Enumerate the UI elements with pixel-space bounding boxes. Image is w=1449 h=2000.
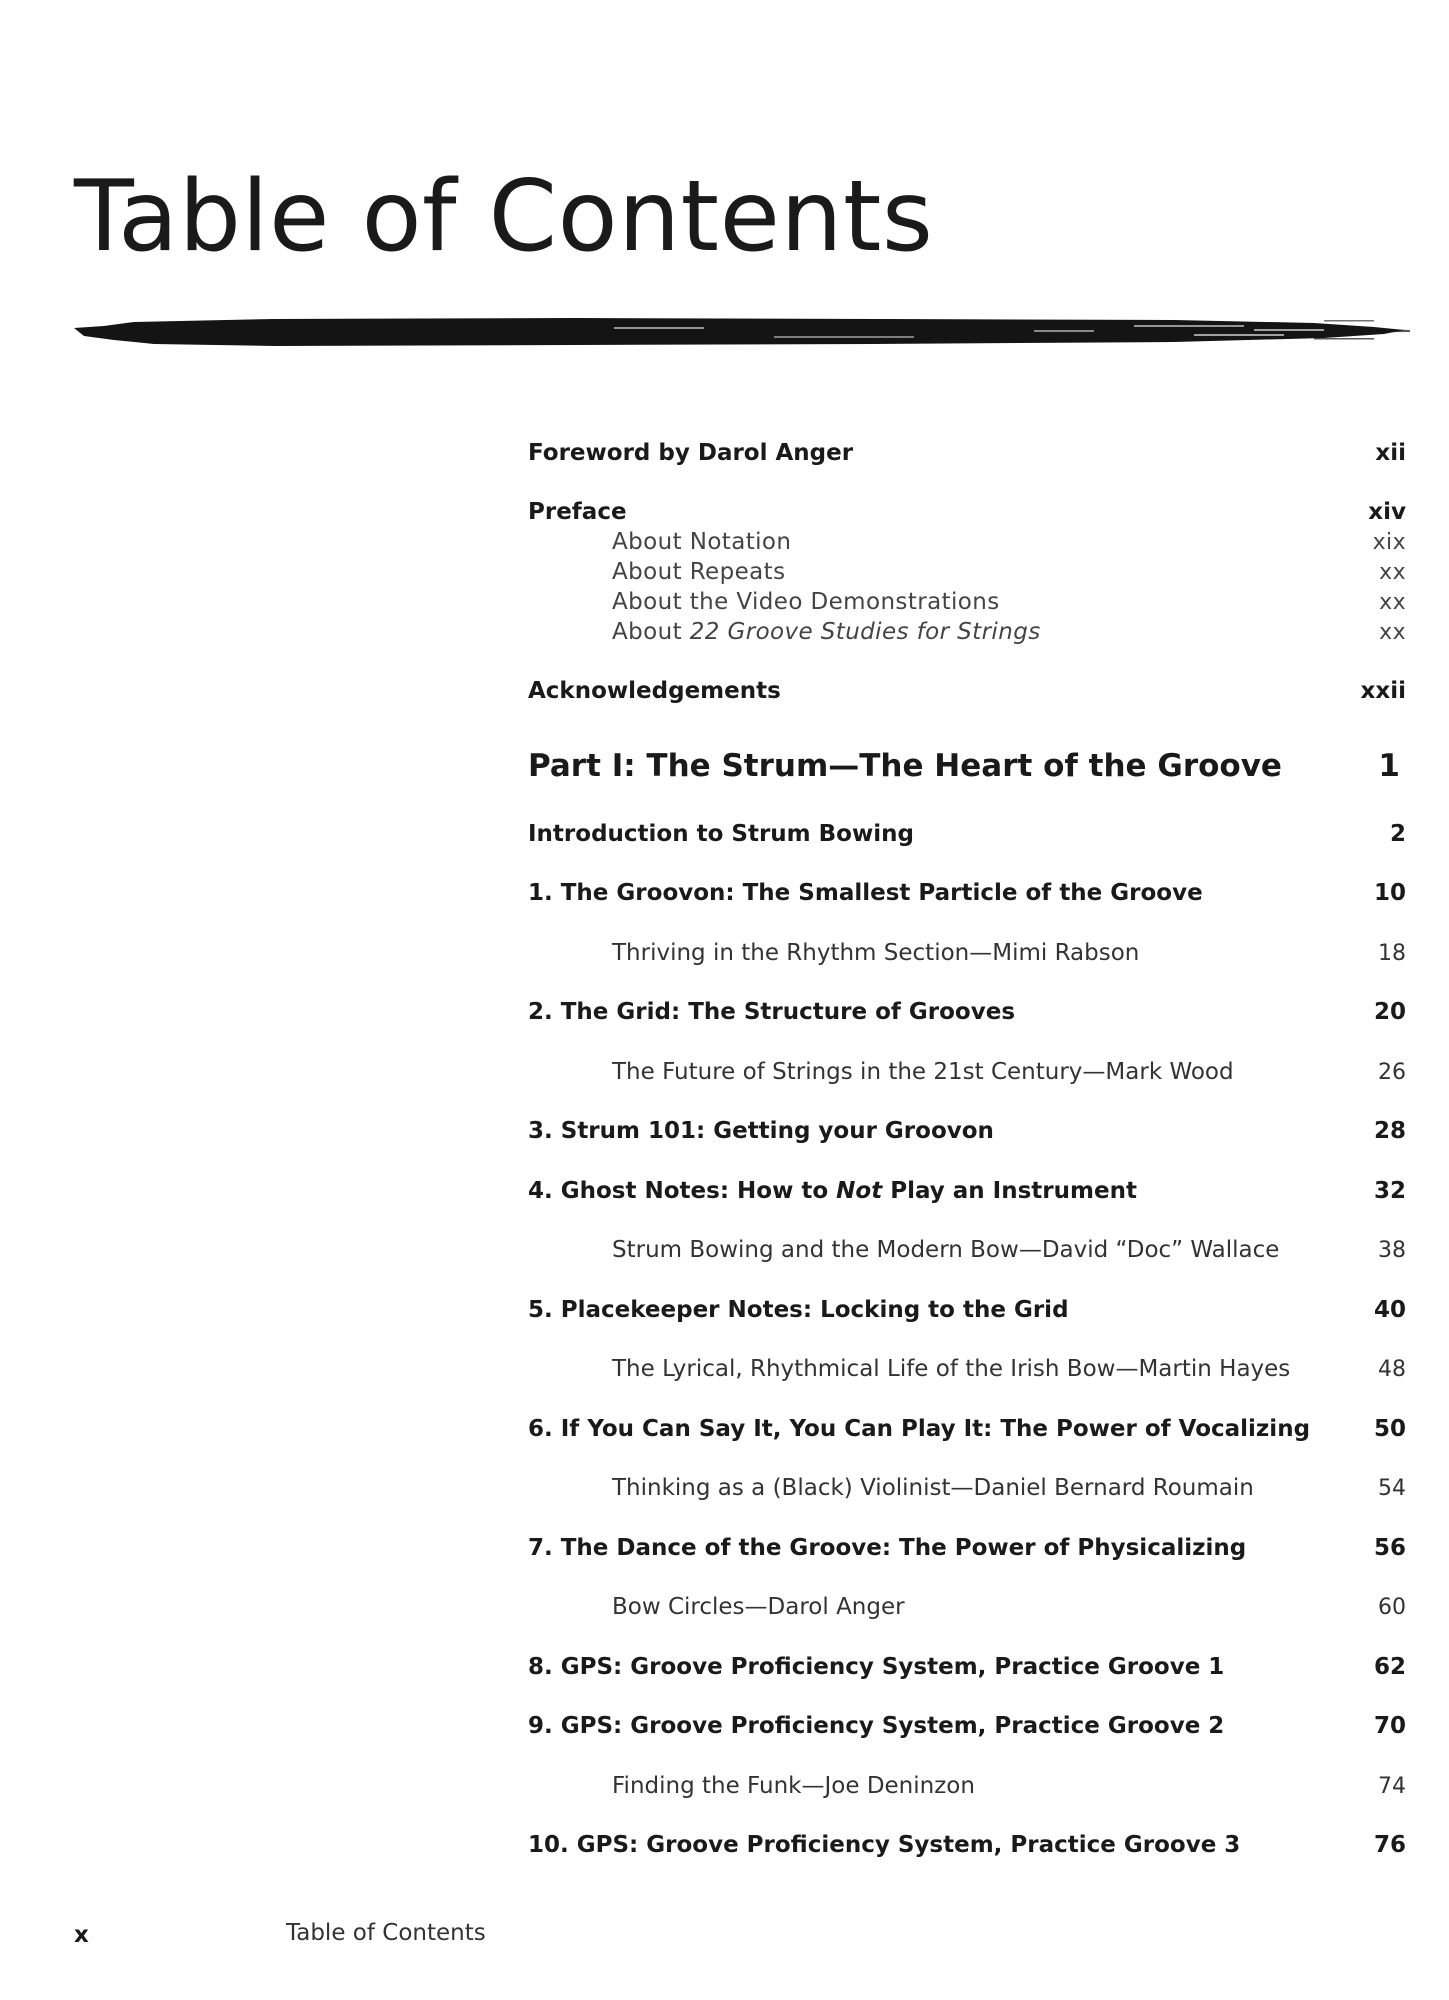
toc-entry-page: xx — [1379, 559, 1406, 585]
toc-entry[interactable] — [528, 1171, 1406, 1211]
toc-entry-label: About the Video Demonstrations — [612, 589, 1000, 615]
toc-entry-page: 32 — [1373, 1178, 1406, 1204]
toc-entry-label: Preface — [528, 499, 627, 525]
footer-page-number: x — [74, 1922, 89, 1948]
toc-entry-page: xix — [1372, 529, 1406, 555]
toc-entry-page: 60 — [1378, 1594, 1406, 1620]
toc-part-label: Part I: The Strum—The Heart of the Groove — [528, 748, 1282, 784]
toc-entry-label — [528, 619, 1041, 645]
label-prefix: About — [612, 619, 690, 645]
toc-entry-label: The Future of Strings in the 21st Century—Mark Wood — [612, 1059, 1234, 1085]
toc-entry-label: About Repeats — [612, 559, 786, 585]
toc-part-heading[interactable] — [528, 746, 1406, 786]
toc-subentry[interactable] — [528, 1468, 1406, 1508]
toc-entry-page: 48 — [1378, 1356, 1406, 1382]
toc-entry-page: 26 — [1378, 1059, 1406, 1085]
toc-entry-page: 62 — [1373, 1654, 1406, 1680]
toc-entry[interactable] — [528, 873, 1406, 913]
toc-entry-page: 50 — [1373, 1416, 1406, 1442]
toc-entry-label: Acknowledgements — [528, 678, 781, 704]
toc-part-page: 1 — [1378, 748, 1400, 784]
toc-entry-page: 40 — [1373, 1297, 1406, 1323]
toc-entry-page: 20 — [1373, 999, 1406, 1025]
toc-subentry[interactable] — [528, 933, 1406, 973]
toc-entry-label: 2. The Grid: The Structure of Grooves — [528, 999, 1016, 1025]
label-prefix: 4. Ghost Notes: How to — [528, 1178, 837, 1204]
toc-subentry-about-groove-studies[interactable] — [528, 612, 1406, 652]
toc-entry[interactable] — [528, 1111, 1406, 1151]
toc-entry-label: Bow Circles—Darol Anger — [612, 1594, 905, 1620]
toc-entry-label: Foreword by Darol Anger — [528, 440, 854, 466]
toc-entry-foreword[interactable] — [528, 433, 1406, 473]
toc-entry[interactable] — [528, 1647, 1406, 1687]
toc-entry-label: 5. Placekeeper Notes: Locking to the Grid — [528, 1297, 1069, 1323]
toc-entry[interactable] — [528, 1409, 1406, 1449]
toc-entry-label — [528, 1178, 1137, 1204]
toc-entry-label: About Notation — [612, 529, 792, 555]
toc-entry-label: 1. The Groovon: The Smallest Particle of the Groove — [528, 880, 1203, 906]
toc-entry-page: 56 — [1373, 1535, 1406, 1561]
toc-entry-label: Strum Bowing and the Modern Bow—David “Doc” Wallace — [612, 1237, 1280, 1263]
toc-entry-page: 76 — [1373, 1832, 1406, 1858]
label-suffix: Play an Instrument — [882, 1178, 1137, 1204]
toc-entry-label: 8. GPS: Groove Proficiency System, Practice Groove 1 — [528, 1654, 1225, 1680]
toc-entry-label: Thinking as a (Black) Violinist—Daniel Bernard Roumain — [612, 1475, 1254, 1501]
table-of-contents — [528, 0, 1406, 2000]
toc-subentry[interactable] — [528, 1766, 1406, 1806]
footer-running-title: Table of Contents — [286, 1920, 486, 1946]
label-italic-book-title: 22 Groove Studies for Strings — [689, 619, 1041, 645]
toc-entry[interactable] — [528, 1825, 1406, 1865]
toc-entry[interactable] — [528, 1528, 1406, 1568]
toc-entry-page: xxii — [1360, 678, 1406, 704]
toc-entry[interactable] — [528, 1706, 1406, 1746]
page-title: Table of Contents — [74, 160, 934, 274]
toc-entry-label: 3. Strum 101: Getting your Groovon — [528, 1118, 994, 1144]
toc-entry-page: xx — [1379, 589, 1406, 615]
toc-subentry[interactable] — [528, 1349, 1406, 1389]
toc-subentry[interactable] — [528, 1230, 1406, 1270]
toc-entry-page: 2 — [1389, 821, 1406, 847]
toc-entry-label: The Lyrical, Rhythmical Life of the Irish Bow—Martin Hayes — [612, 1356, 1291, 1382]
toc-entry[interactable] — [528, 1290, 1406, 1330]
toc-entry-page: xii — [1375, 440, 1406, 466]
toc-subentry[interactable] — [528, 1052, 1406, 1092]
toc-entry-acknowledgements[interactable] — [528, 671, 1406, 711]
toc-entry-label: 10. GPS: Groove Proficiency System, Practice Groove 3 — [528, 1832, 1241, 1858]
toc-entry-label: 6. If You Can Say It, You Can Play It: The Power of Vocalizing — [528, 1416, 1311, 1442]
toc-entry-page: 28 — [1373, 1118, 1406, 1144]
toc-entry-page: xiv — [1368, 499, 1406, 525]
toc-entry-page: 18 — [1378, 940, 1406, 966]
toc-entry-label: Thriving in the Rhythm Section—Mimi Rabson — [612, 940, 1140, 966]
toc-entry-page: 54 — [1378, 1475, 1406, 1501]
toc-entry-label: Introduction to Strum Bowing — [528, 821, 914, 847]
toc-entry-page: 38 — [1378, 1237, 1406, 1263]
toc-entry-page: 70 — [1373, 1713, 1406, 1739]
toc-subentry[interactable] — [528, 1587, 1406, 1627]
toc-entry-label: 7. The Dance of the Groove: The Power of Physicalizing — [528, 1535, 1247, 1561]
toc-entry[interactable] — [528, 992, 1406, 1032]
toc-entry-label: Finding the Funk—Joe Deninzon — [612, 1773, 975, 1799]
toc-entry[interactable] — [528, 814, 1406, 854]
toc-entry-page: 10 — [1373, 880, 1406, 906]
toc-entry-label: 9. GPS: Groove Proficiency System, Practice Groove 2 — [528, 1713, 1225, 1739]
toc-entry-page: 74 — [1378, 1773, 1406, 1799]
label-italic-emphasis: Not — [836, 1178, 883, 1204]
toc-entry-page: xx — [1379, 619, 1406, 645]
